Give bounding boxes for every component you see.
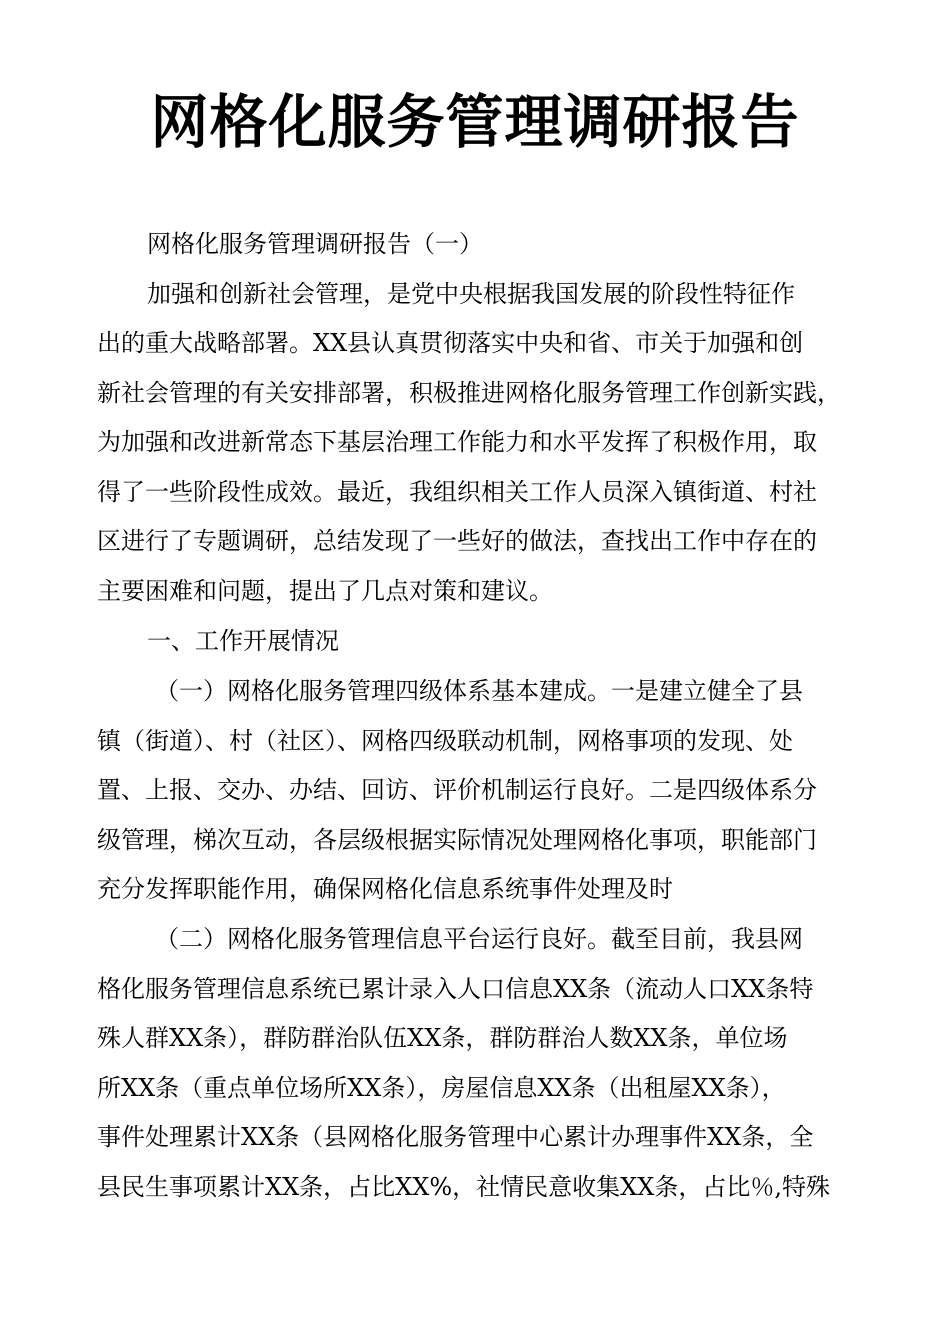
paragraph-line: （二）网格化服务管理信息平台运行良好。截至目前，我县网 <box>155 925 803 953</box>
paragraph-line: 级管理，梯次互动，各层级根据实际情况处理网格化事项，职能部门 <box>97 826 817 854</box>
paragraph-line: 镇（街道）、村（社区）、网格四级联动机制，网格事项的发现、处 <box>97 727 793 755</box>
paragraph-line: 主要困难和问题，提出了几点对策和建议。 <box>97 577 553 605</box>
paragraph-line: 县民生事项累计XX条，占比XX%，社情民意收集XX条，占比％,特殊 <box>97 1173 830 1201</box>
section-heading: 一、工作开展情况 <box>147 627 339 655</box>
paragraph-line: 新社会管理的有关安排部署，积极推进网格化服务管理工作创新实践， <box>97 379 841 407</box>
paragraph-line: 事件处理累计XX条（县网格化服务管理中心累计办理事件XX条，全 <box>97 1123 814 1151</box>
paragraph-line: 置、上报、交办、办结、回访、评价机制运行良好。二是四级体系分 <box>97 776 817 804</box>
paragraph-line: 所XX条（重点单位场所XX条），房屋信息XX条（出租屋XX条）， <box>97 1074 786 1102</box>
paragraph-line: 殊人群XX条），群防群治队伍XX条，群防群治人数XX条，单位场 <box>97 1024 788 1052</box>
paragraph-line: （一）网格化服务管理四级体系基本建成。一是建立健全了县 <box>155 677 803 705</box>
paragraph-line: 加强和创新社会管理，是党中央根据我国发展的阶段性特征作 <box>147 280 795 308</box>
paragraph-line: 区进行了专题调研，总结发现了一些好的做法，查找出工作中存在的 <box>97 527 817 555</box>
paragraph-line: 充分发挥职能作用，确保网格化信息系统事件处理及时 <box>97 875 673 903</box>
paragraph-line: 格化服务管理信息系统已累计录入人口信息XX条（流动人口XX条特 <box>97 975 814 1003</box>
paragraph-line: 为加强和改进新常态下基层治理工作能力和水平发挥了积极作用，取 <box>97 428 817 456</box>
document-title: 网格化服务管理调研报告 <box>150 88 800 156</box>
paragraph-line: 得了一些阶段性成效。最近，我组织相关工作人员深入镇街道、村社 <box>97 478 817 506</box>
section-subtitle: 网格化服务管理调研报告（一） <box>147 230 483 258</box>
paragraph-line: 出的重大战略部署。XX县认真贯彻落实中央和省、市关于加强和创 <box>97 329 804 357</box>
